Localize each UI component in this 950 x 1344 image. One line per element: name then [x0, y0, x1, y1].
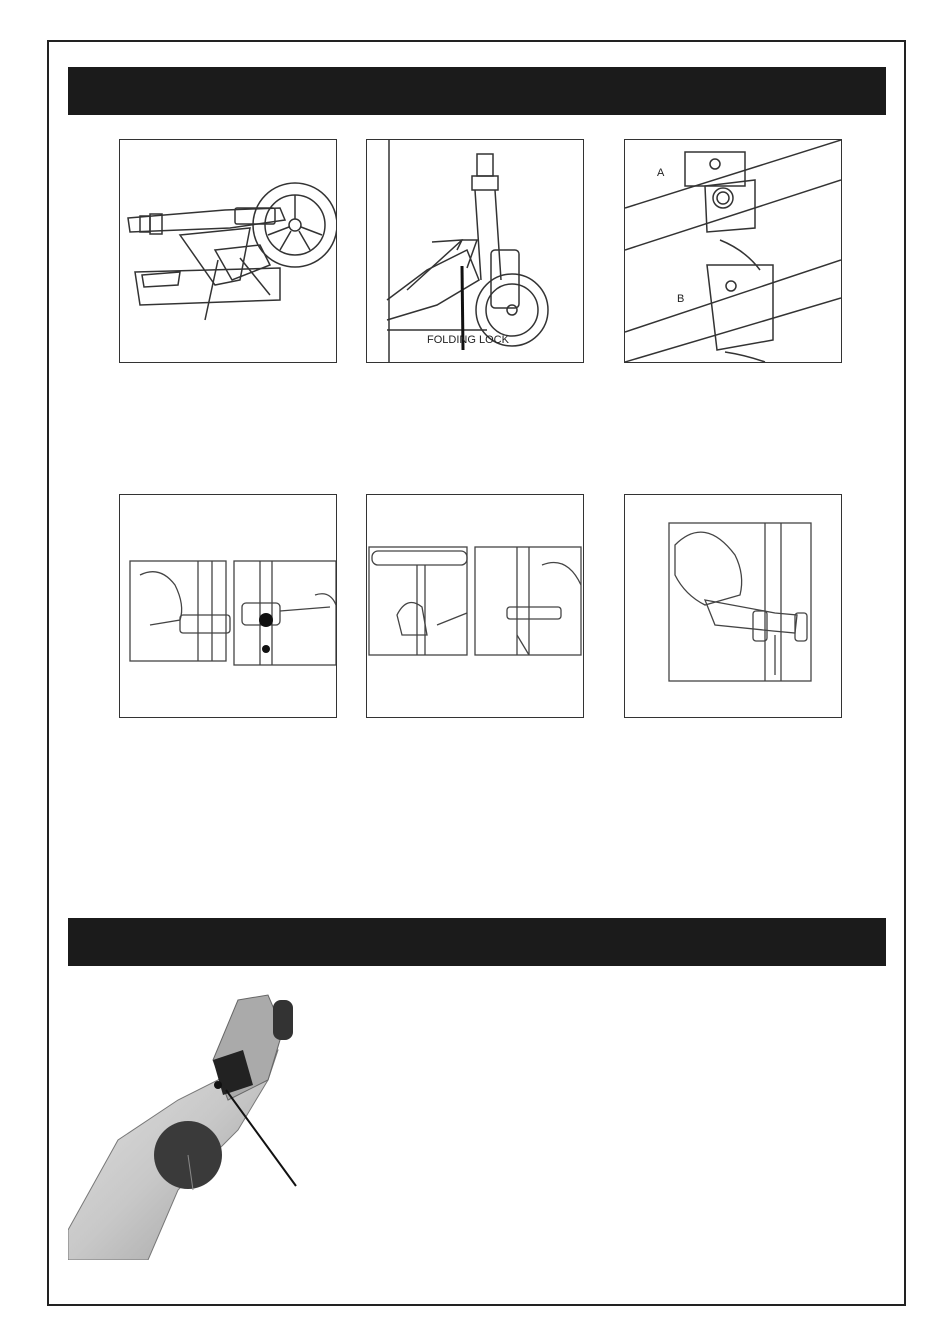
- section-header-bar-bottom: [68, 918, 886, 966]
- clamp-hole-large: [259, 613, 273, 627]
- figure-folded-scooter: [119, 139, 337, 363]
- figure-handlebar-clamp: [119, 494, 337, 718]
- clamp-hole-small: [262, 645, 270, 653]
- figure-folding-lock: [366, 139, 584, 363]
- figure-handlebar-adjust: [366, 494, 584, 718]
- scooter-folded-icon: [120, 140, 336, 362]
- plate-b-label: B: [677, 293, 685, 305]
- clamp-close-icon: [669, 523, 811, 681]
- folding-lock-label: FOLDING LOCK: [427, 334, 509, 346]
- section-header-bar-top: [68, 67, 886, 115]
- scooter-deck-photo: [68, 990, 308, 1260]
- figure-clamp-close: [624, 494, 842, 718]
- plate-a-label: A: [657, 167, 665, 179]
- figure-clamp-plates: [624, 139, 842, 363]
- handlebar-adjust-icon: [369, 547, 581, 655]
- folding-lock-icon: [387, 140, 548, 362]
- handlebar-clamp-icon: [130, 561, 336, 665]
